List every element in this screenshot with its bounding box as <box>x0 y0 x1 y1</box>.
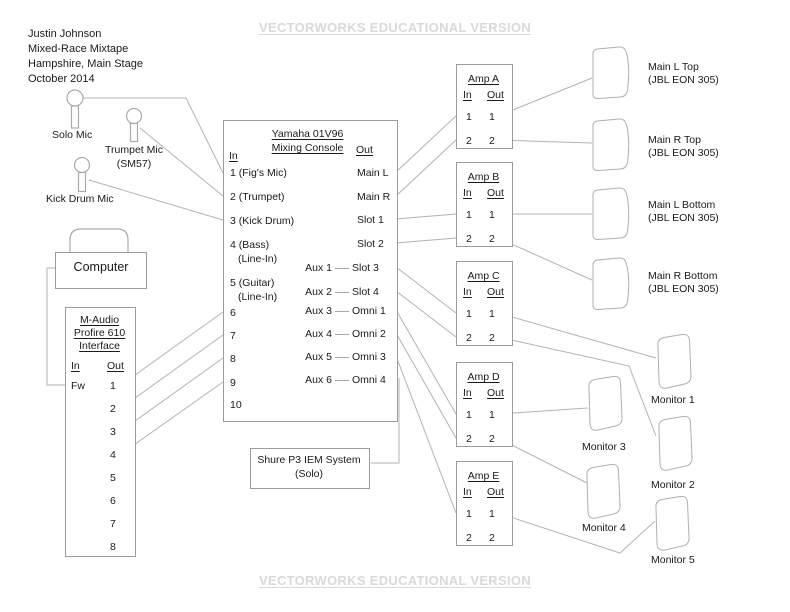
show-title-line: Hampshire, Main Stage <box>28 58 143 70</box>
amp-out-port: 1 <box>489 409 495 421</box>
trumpet-mic-model: (SM57) <box>116 158 152 170</box>
speaker-model: (JBL EON 305) <box>648 147 719 159</box>
console-input: 10 <box>230 399 242 411</box>
line-omni1-to-ampD-in1 <box>396 310 456 414</box>
interface-out-header: Out <box>107 360 124 372</box>
console-input: 9 <box>230 377 236 389</box>
computer-label: Computer <box>73 260 129 274</box>
aux-link-dash <box>335 334 349 335</box>
line-interface-out4-to-console-in9 <box>121 382 223 454</box>
trumpet-mic-label: Trumpet Mic <box>105 144 163 156</box>
console-output: Main L <box>357 167 389 179</box>
show-title-line: October 2014 <box>28 73 95 85</box>
console-input: 6 <box>230 307 236 319</box>
line-mainR-to-ampA-in2 <box>396 140 456 196</box>
line-ampC-out2-to-monitor2 <box>498 337 656 436</box>
amp-in-port: 1 <box>466 308 472 320</box>
amp-in-port: 2 <box>466 433 472 445</box>
monitor-label: Monitor 5 <box>651 554 695 566</box>
amp-title: Amp E <box>467 470 500 482</box>
amp-in-header: In <box>463 387 472 399</box>
speaker-main-l-bottom-icon <box>593 188 629 240</box>
amp-out-header: Out <box>487 187 504 199</box>
line-slot4-to-ampC-in2 <box>396 291 456 337</box>
console-input: 3 (Kick Drum) <box>230 215 295 227</box>
console-input: 8 <box>230 353 236 365</box>
aux-link-dash <box>335 357 349 358</box>
amp-title: Amp A <box>468 73 499 85</box>
monitor-label: Monitor 2 <box>651 479 695 491</box>
amp-in-port: 1 <box>466 409 472 421</box>
speaker-label: Main R Bottom <box>648 270 718 282</box>
amp-out-port: 1 <box>489 209 495 221</box>
speaker-monitor4-icon <box>587 464 620 518</box>
amp-out-port: 2 <box>489 233 495 245</box>
speaker-model: (JBL EON 305) <box>648 74 719 86</box>
console-title: Yamaha 01V96 <box>271 128 344 140</box>
amp-in-port: 1 <box>466 111 472 123</box>
console-output: Slot 4 <box>352 286 379 298</box>
line-mainL-to-ampA-in1 <box>396 116 456 172</box>
console-aux-label: Aux 1 <box>305 262 332 274</box>
interface-out-port: 3 <box>110 426 116 438</box>
console-aux-label: Aux 4 <box>305 328 332 340</box>
amp-out-port: 1 <box>489 308 495 320</box>
console-input-sub: (Line-In) <box>238 253 278 265</box>
line-interface-out3-to-console-in8 <box>121 358 223 431</box>
console-output: Slot 2 <box>357 238 384 250</box>
console-input: 5 (Guitar) <box>230 277 275 289</box>
watermark-bottom: VECTORWORKS EDUCATIONAL VERSION <box>259 573 531 588</box>
line-omni2-to-ampD-in2 <box>396 333 456 438</box>
amp-out-port: 2 <box>489 532 495 544</box>
trumpet-mic-icon <box>127 109 142 142</box>
line-ampE-out1-to-monitor5 <box>498 513 655 553</box>
monitor-label: Monitor 1 <box>651 394 695 406</box>
console-output: Omni 3 <box>352 351 386 363</box>
console-aux-label: Aux 2 <box>305 286 332 298</box>
line-omni3-to-ampE-in1 <box>396 356 456 513</box>
console-output: Omni 1 <box>352 305 386 317</box>
computer-screen-shape <box>70 229 128 252</box>
console-input: 4 (Bass) <box>230 239 270 251</box>
speaker-model: (JBL EON 305) <box>648 212 719 224</box>
solo-mic-icon <box>67 90 83 128</box>
computer-box <box>55 252 147 289</box>
speaker-monitor1-icon <box>658 334 691 388</box>
line-interface-out2-to-console-in7 <box>121 335 223 408</box>
amp-in-port: 1 <box>466 209 472 221</box>
speaker-label: Main L Top <box>648 61 699 73</box>
interface-out-port: 5 <box>110 472 116 484</box>
amp-in-header: In <box>463 486 472 498</box>
amp-out-port: 2 <box>489 135 495 147</box>
interface-out-port: 6 <box>110 495 116 507</box>
aux-link-dash <box>335 292 349 293</box>
interface-out-port: 7 <box>110 518 116 530</box>
aux-link-dash <box>335 380 349 381</box>
amp-in-header: In <box>463 187 472 199</box>
amp-in-port: 2 <box>466 135 472 147</box>
amp-in-header: In <box>463 286 472 298</box>
amp-in-port: 2 <box>466 532 472 544</box>
amp-in-header: In <box>463 89 472 101</box>
interface-out-port: 1 <box>110 380 116 392</box>
speaker-label: Main L Bottom <box>648 199 716 211</box>
console-input: 1 (Fig's Mic) <box>230 167 287 179</box>
console-output: Slot 3 <box>352 262 379 274</box>
console-out-header: Out <box>356 144 373 156</box>
kick-drum-mic-label: Kick Drum Mic <box>46 193 114 205</box>
speaker-monitor2-icon <box>659 416 692 470</box>
interface-title: Interface <box>79 340 120 352</box>
amp-out-port: 2 <box>489 433 495 445</box>
line-slot1-to-ampB-in1 <box>396 214 456 219</box>
speaker-main-l-top-icon <box>593 47 629 99</box>
solo-mic-label: Solo Mic <box>52 129 93 141</box>
iem-title: Shure P3 IEM System <box>257 454 361 466</box>
amp-out-header: Out <box>487 286 504 298</box>
line-slot3-to-ampC-in1 <box>396 267 456 313</box>
console-in-header: In <box>229 150 238 162</box>
console-aux-label: Aux 6 <box>305 374 332 386</box>
aux-link-dash <box>335 268 349 269</box>
aux-link-dash <box>335 311 349 312</box>
monitor-label: Monitor 4 <box>582 522 626 534</box>
amp-out-port: 2 <box>489 332 495 344</box>
line-interface-out1-to-console-in6 <box>121 312 223 385</box>
show-title-line: Mixed-Race Mixtape <box>28 43 129 55</box>
amp-in-port: 2 <box>466 332 472 344</box>
console-input: 7 <box>230 330 236 342</box>
console-aux-label: Aux 5 <box>305 351 332 363</box>
console-input-sub: (Line-In) <box>238 291 278 303</box>
console-output: Omni 4 <box>352 374 386 386</box>
interface-out-port: 2 <box>110 403 116 415</box>
line-slot2-to-ampB-in2 <box>396 238 456 243</box>
console-title: Mixing Console <box>271 142 344 154</box>
amp-in-port: 2 <box>466 233 472 245</box>
amp-title: Amp C <box>467 270 500 282</box>
show-title-line: Justin Johnson <box>28 28 102 40</box>
speaker-main-r-bottom-icon <box>593 258 629 310</box>
watermark-top: VECTORWORKS EDUCATIONAL VERSION <box>259 20 531 35</box>
line-ampC-out1-to-monitor1 <box>498 313 656 358</box>
amp-out-port: 1 <box>489 111 495 123</box>
interface-out-port: 8 <box>110 541 116 553</box>
amp-out-port: 1 <box>489 508 495 520</box>
interface-in-header: In <box>71 360 80 372</box>
monitor-label: Monitor 3 <box>582 441 626 453</box>
kick-drum-mic-icon <box>75 158 90 192</box>
console-aux-label: Aux 3 <box>305 305 332 317</box>
interface-title: M-Audio <box>79 314 120 326</box>
amp-out-header: Out <box>487 89 504 101</box>
console-output: Slot 1 <box>357 214 384 226</box>
speaker-monitor3-icon <box>589 376 622 430</box>
speaker-monitor5-icon <box>656 496 689 550</box>
iem-sub: (Solo) <box>294 468 323 480</box>
amp-out-header: Out <box>487 486 504 498</box>
interface-in-fw: Fw <box>71 380 85 392</box>
console-output: Main R <box>357 191 391 203</box>
speaker-model: (JBL EON 305) <box>648 283 719 295</box>
speaker-label: Main R Top <box>648 134 701 146</box>
amp-in-port: 1 <box>466 508 472 520</box>
console-input: 2 (Trumpet) <box>230 191 285 203</box>
amp-title: Amp D <box>467 371 500 383</box>
console-output: Omni 2 <box>352 328 386 340</box>
amp-out-header: Out <box>487 387 504 399</box>
speaker-main-r-top-icon <box>593 119 629 171</box>
amp-title: Amp B <box>467 171 500 183</box>
interface-out-port: 4 <box>110 449 116 461</box>
interface-title: Profire 610 <box>73 327 126 339</box>
